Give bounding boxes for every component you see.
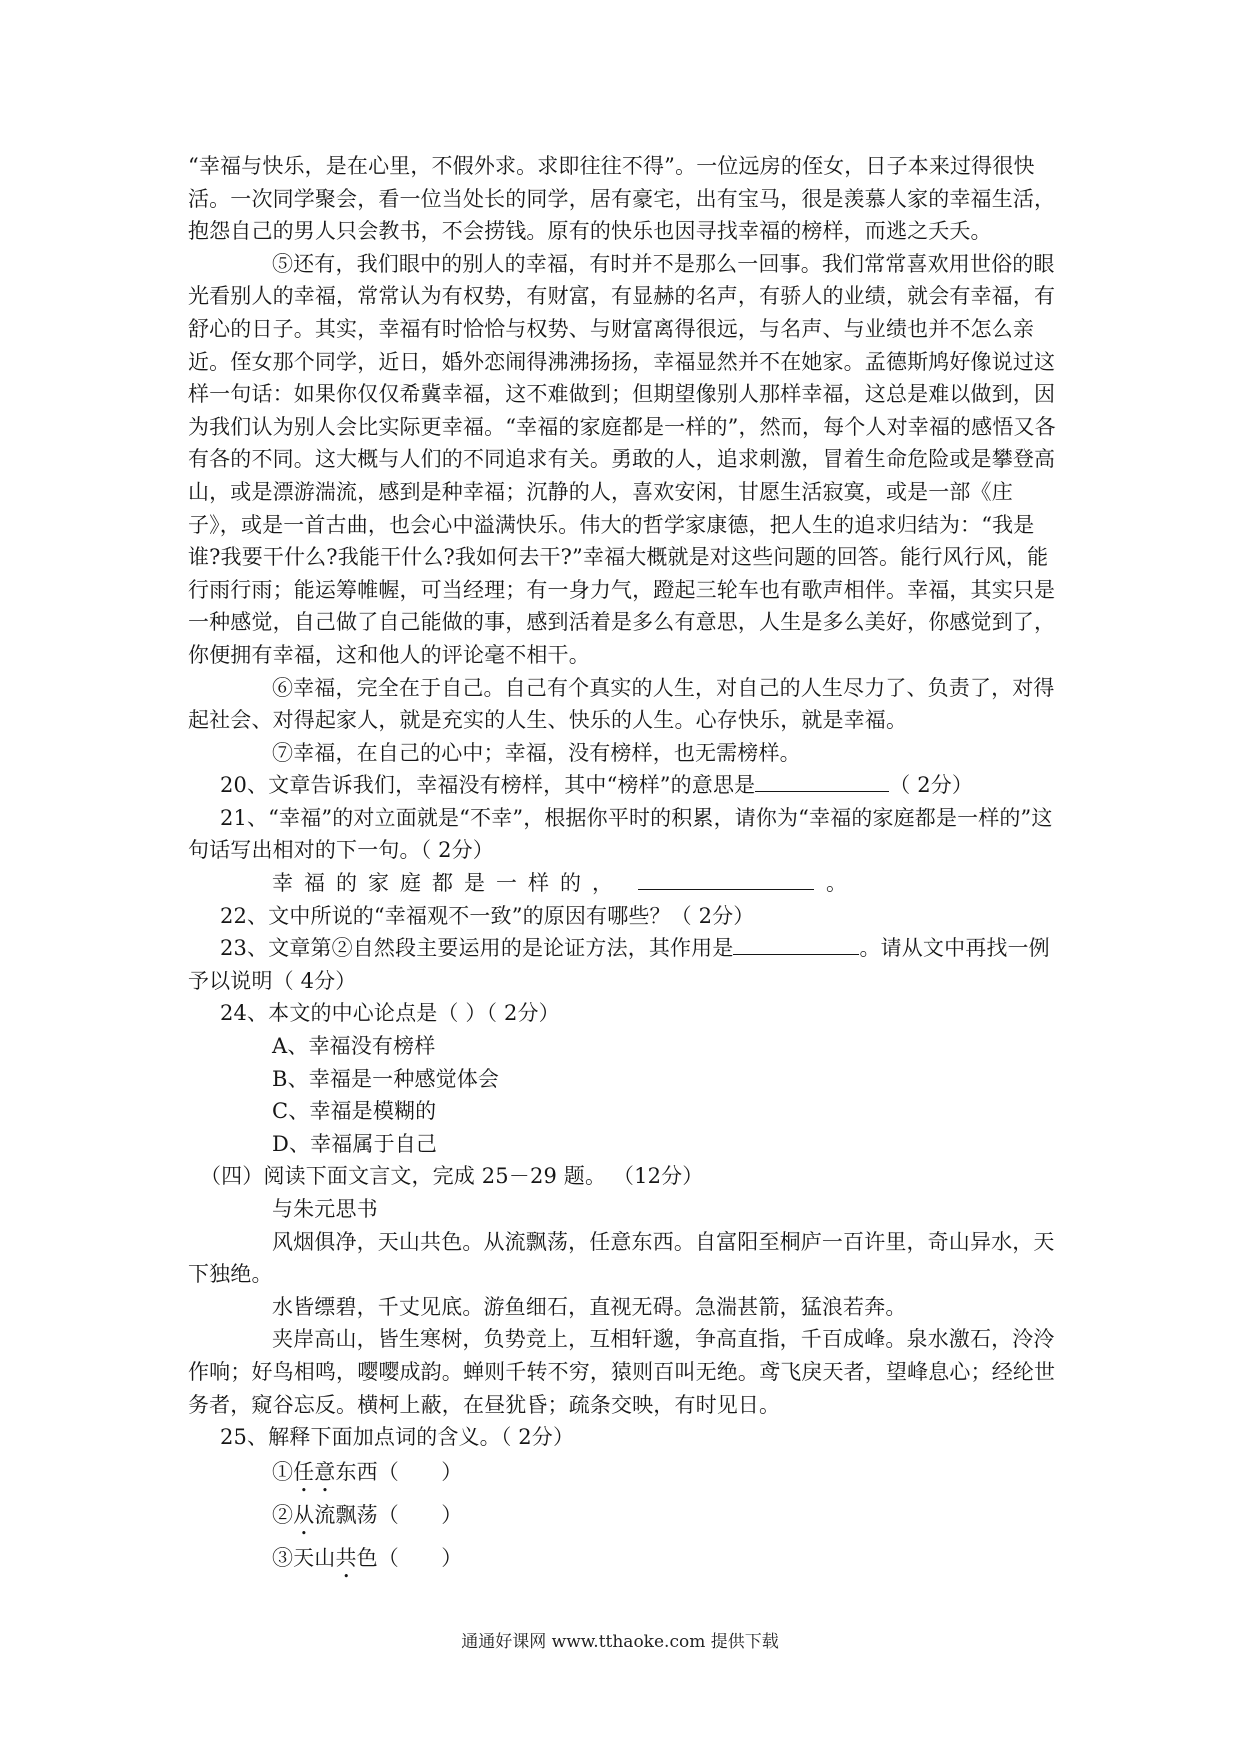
page-footer: 通通好课网 www.tthaoke.com 提供下载	[461, 1632, 779, 1652]
passage-paragraph-continued: “幸福与快乐，是在心里，不假外求。求即往往不得”。一位远房的侄女，日子本来过得很快活。一次同学聚会，看一位当处长的同学，居有豪宅，出有宝马，很是羡慕人家的幸福生活，抱怨自己的男人只会教书，不会捞钱。原有的快乐也因寻找幸福的榜样，而逃之夭夭。	[188, 154, 1056, 244]
question-22: 22、文中所说的“幸福观不一致”的原因有哪些？（ 2分）	[220, 903, 755, 928]
item-number: ②	[272, 1502, 294, 1527]
answer-blank-23[interactable]	[733, 932, 859, 955]
passage-paragraph-5: ⑤还有，我们眼中的别人的幸福，有时并不是那么一回事。我们常常喜欢用世俗的眼光看别人的幸福，常常认为有权势，有财富，有显赫的名声，有骄人的业绩，就会有幸福，有舒心的日子。其实，幸福有时恰恰与权势、与财富离得很远，与名声、与业绩也并不怎么亲近。侄女那个同学，近日，婚外恋闹得沸沸扬扬，幸福显然并不在她家。孟德斯鸠好像说过这样一句话：如果你仅仅希冀幸福，这不难做到；但期望像别人那样幸福，这总是难以做到，因为我们认为别人会比实际更幸福。“幸福的家庭都是一样的”，然而，每个人对幸福的感悟又各有各的不同。这大概与人们的不同追求有关。勇敢的人，追求刺激，冒着生命危险或是攀登高山，或是漂游湍流，感到是种幸福；沉静的人，喜欢安闲，甘愿生活寂寞，或是一部《庄子》，或是一首古曲，也会心中溢满快乐。伟大的哲学家康德，把人生的追求归结为：“我是谁?我要干什么?我能干什么?我如何去干?”幸福大概就是对这些问题的回答。能行风行风，能行雨行雨；能运筹帷幄，可当经理；有一身力气，蹬起三轮车也有歌声相伴。幸福，其实只是一种感觉，自己做了自己能做的事，感到活着是多么有意思，人生是多么美好，你感觉到了，你便拥有幸福，这和他人的评论毫不相干。	[188, 251, 1056, 667]
question-20-text: 20、文章告诉我们，幸福没有榜样，其中“榜样”的意思是	[220, 773, 756, 798]
option-a[interactable]: A、幸福没有榜样	[272, 1034, 436, 1059]
question-20	[188, 769, 1064, 802]
question-24: 24、本文的中心论点是（ ）（ 2分）	[220, 1001, 560, 1026]
item-number: ①	[272, 1459, 294, 1484]
classical-paragraph-2: 水皆缥碧，千丈见底。游鱼细石，直视无碍。急湍甚箭，猛浪若奔。	[272, 1294, 907, 1319]
dotted-word: 共	[335, 1545, 357, 1570]
option-b[interactable]: B、幸福是一种感觉体会	[272, 1066, 500, 1091]
question-23	[188, 932, 1064, 997]
answer-blank-21[interactable]	[638, 867, 814, 890]
item-rest: 色（ ）	[356, 1545, 463, 1570]
document-page	[188, 150, 1064, 1583]
item-rest: 流飘荡（ ）	[314, 1502, 463, 1527]
question-25: 25、解释下面加点词的含义。（ 2分）	[220, 1425, 575, 1450]
question-25-item-3	[188, 1542, 1064, 1583]
question-21: 21、“幸福”的对立面就是“不幸”，根据你平时的积累，请你为“幸福的家庭都是一样的”这句话写出相对的下一句。（ 2分）	[188, 805, 1053, 863]
classical-paragraph-1: 风烟俱净，天山共色。从流飘荡，任意东西。自富阳至桐庐一百许里，奇山异水，天下独绝。	[188, 1229, 1055, 1287]
question-23-rest: 。请从文中再找一例予以说明（ 4分）	[188, 936, 1050, 993]
passage-paragraph-6: ⑥幸福，完全在于自己。自己有个真实的人生，对自己的人生尽力了、负责了，对得起社会、对得起家人，就是充实的人生、快乐的人生。心存快乐，就是幸福。	[188, 675, 1055, 733]
section-heading: （四）阅读下面文言文，完成 25－29 题。 （12分）	[200, 1164, 704, 1189]
question-23-text: 23、文章第②自然段主要运用的是论证方法，其作用是	[220, 936, 734, 961]
item-rest: 东西（ ）	[335, 1459, 463, 1484]
classical-paragraph-3: 夹岸高山，皆生寒树，负势竞上，互相轩邈，争高直指，千百成峰。泉水激石，泠泠作响；好鸟相鸣，嘤嘤成韵。蝉则千转不穷，猿则百叫无绝。鸢飞戾天者，望峰息心；经纶世务者，窥谷忘反。横柯上蔽，在昼犹昏；疏条交映，有时见日。	[188, 1327, 1056, 1417]
passage-paragraph-7: ⑦幸福，在自己的心中；幸福，没有榜样，也无需榜样。	[272, 740, 801, 765]
item-number: ③天山	[272, 1545, 336, 1570]
question-21-prompt: 幸福的家庭都是一样的，	[272, 871, 624, 896]
dotted-word: 从	[293, 1502, 315, 1527]
question-21-fill-line	[188, 867, 1064, 900]
option-c[interactable]: C、幸福是模糊的	[272, 1099, 437, 1124]
question-25-item-1	[188, 1456, 1064, 1497]
dotted-word: 任意	[293, 1459, 336, 1484]
option-d[interactable]: D、幸福属于自己	[272, 1131, 438, 1156]
question-25-item-2	[188, 1499, 1064, 1540]
answer-blank-20[interactable]	[755, 769, 889, 792]
question-21-end: 。	[826, 871, 848, 896]
question-20-score: （ 2分）	[889, 773, 974, 798]
classical-title: 与朱元思书	[272, 1197, 378, 1221]
